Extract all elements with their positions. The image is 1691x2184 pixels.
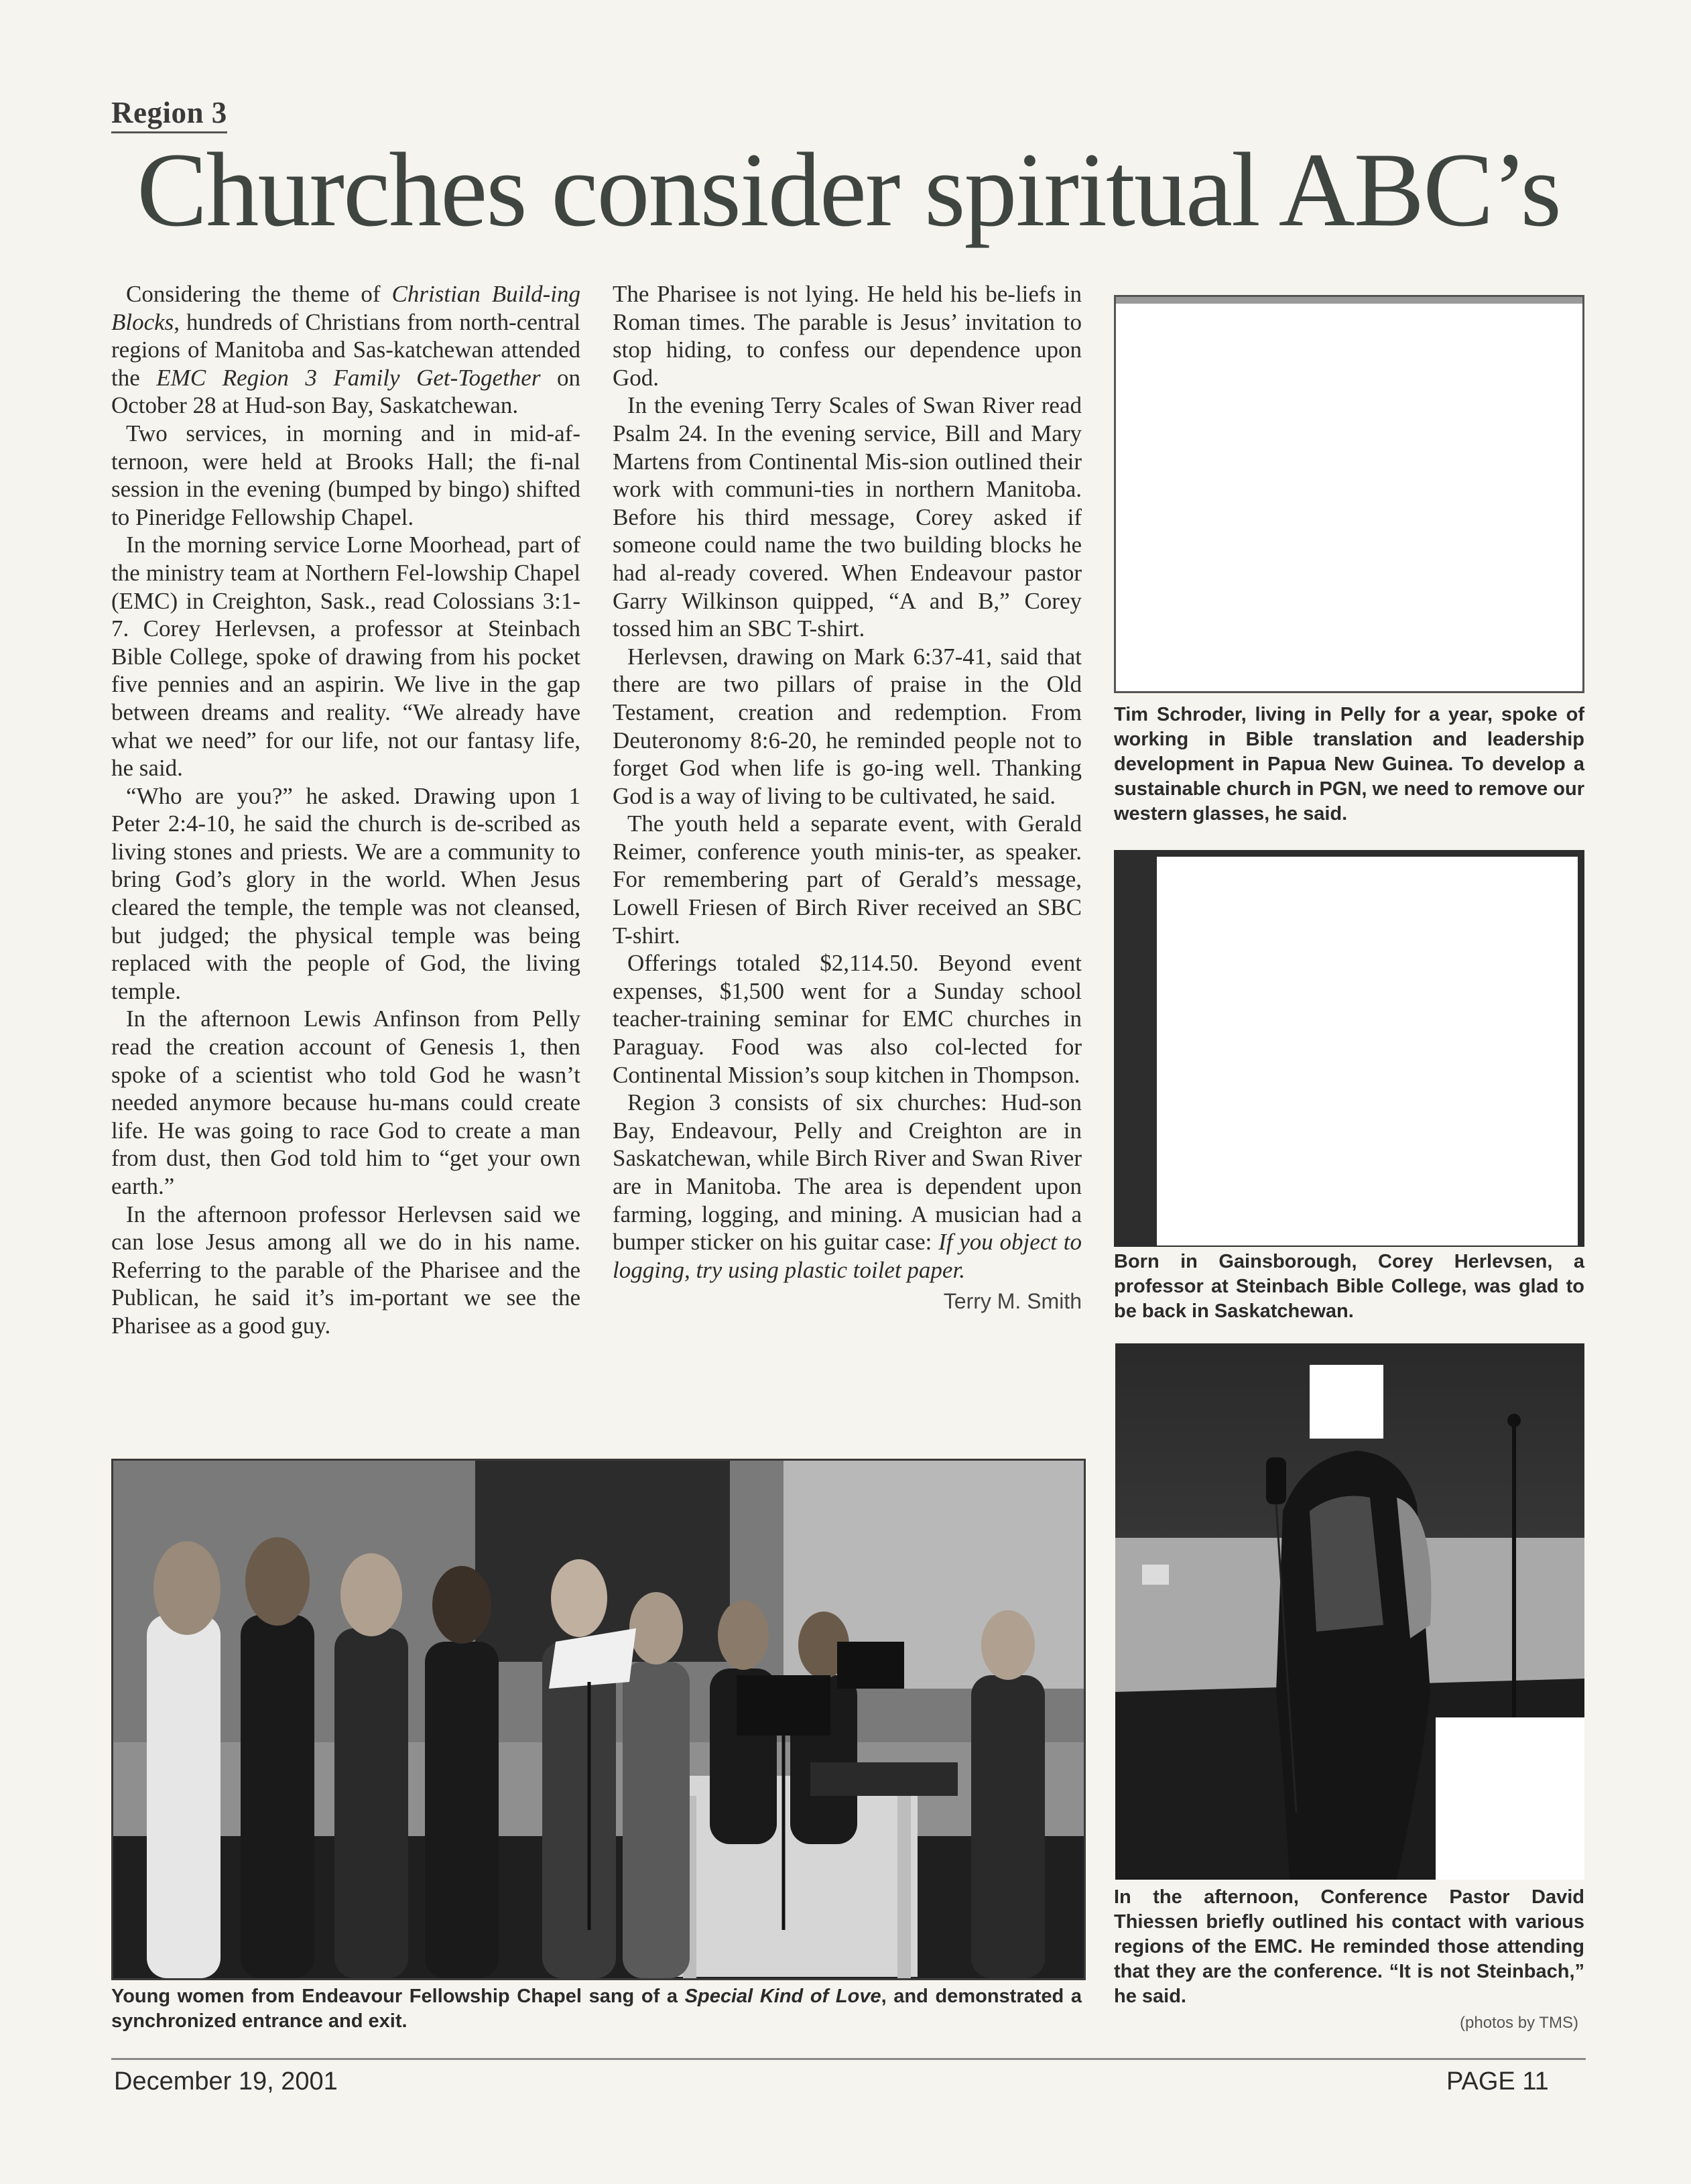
italic-run: EMC Region 3 Family Get-Together bbox=[156, 364, 541, 391]
italic-run: If you object to logging, try using plastic toilet paper. bbox=[613, 1229, 1082, 1283]
redacted-area bbox=[1157, 857, 1578, 1246]
article-column-1 bbox=[111, 280, 580, 1340]
caption-text-run: , and demonstrated a synchronized entrance and exit. bbox=[111, 1986, 1082, 2032]
photo-top-edge bbox=[1116, 297, 1582, 304]
text-run: on October 28 at Hud-son Bay, Saskatchewan. bbox=[111, 364, 581, 419]
footer-rule bbox=[111, 2058, 1586, 2060]
paragraph bbox=[613, 1089, 1082, 1284]
text-run: Considering the theme of bbox=[126, 281, 392, 307]
text-run: Region 3 consists of six churches: Hud-son Bay, Endeavour, Pelly and Creighton are in Saskatchewan, while Birch River and Swan River are in Manitoba. The area is dependent upon farming, logging, and mining. A musician had a bumper sticker on his guitar case: bbox=[613, 1089, 1082, 1256]
photo-corey-herlevsen bbox=[1114, 850, 1584, 1247]
paragraph: In the afternoon professor Herlevsen said we can lose Jesus among all we do in his name. Referring to the parable of the Pharisee and the Publican, he said it’s im-portant we see the Pharisee as a good guy. bbox=[111, 1201, 580, 1339]
redacted-face bbox=[1310, 1365, 1383, 1439]
paragraph: The Pharisee is not lying. He held his be-liefs in Roman times. The parable is Jesus’ invitation to stop hiding, to confess our dependence upon God. bbox=[613, 281, 1082, 391]
photo-david-thiessen bbox=[1115, 1343, 1584, 1880]
caption-photo-1: Tim Schroder, living in Pelly for a year, spoke of working in Bible translation and leadership development in Papua New Guinea. To develop a sustainable church in PGN, we need to remove our western glasses, he said. bbox=[1114, 704, 1584, 825]
photo-choir-illustration bbox=[113, 1461, 1084, 1978]
paragraph: The youth held a separate event, with Gerald Reimer, conference youth minis-ter, as speaker. For remembering part of Gerald’s message, Lowell Friesen of Birch River received an SBC T-shirt. bbox=[613, 810, 1082, 949]
paragraph: In the morning service Lorne Moorhead, part of the ministry team at Northern Fel-lowship Chapel (EMC) in Creighton, Sask., read Colossians 3:1-7. Corey Herlevsen, a professor at Steinbach Bible College, spoke of drawing from his pocket five pennies and an aspirin. We live in the gap between dreams and reality. “We already have what we need” for our life, not our fantasy life, he said. bbox=[111, 532, 580, 782]
caption-photo-3: In the afternoon, Conference Pastor David Thiessen briefly outlined his contact with various regions of the EMC. He reminded those attending that they are the conference. “It is not Steinbach,” he said. bbox=[1114, 1886, 1584, 2007]
paragraph: In the evening Terry Scales of Swan River read Psalm 24. In the evening service, Bill and Mary Martens from Continental Mis-sion outlined their work with communi-ties in northern Manitoba. Before his third message, Corey asked if someone could name the two building blocks he had al-ready covered. When Endeavour pastor Garry Wilkinson quipped, “A and B,” Corey tossed him an SBC T-shirt. bbox=[613, 392, 1082, 642]
photo-tim-schroder bbox=[1114, 295, 1584, 693]
paragraph bbox=[111, 280, 580, 420]
article-column-2 bbox=[613, 280, 1082, 1316]
section-label: Region 3 bbox=[111, 95, 227, 133]
caption-text-run: Young women from Endeavour Fellowship Chapel sang of a bbox=[111, 1986, 685, 2007]
byline: Terry M. Smith bbox=[943, 1289, 1082, 1314]
paragraph: In the afternoon Lewis Anfinson from Pelly read the creation account of Genesis 1, then spoke of a scientist who told God he wasn’t needed anymore because hu-mans could create life. He was going to race God to create a man from dust, then God told him to “get your own earth.” bbox=[111, 1006, 580, 1199]
text-run: , hundreds of Christians from north-central regions of Manitoba and Sas-katchewan attended the bbox=[111, 308, 580, 391]
footer-page-number: PAGE 11 bbox=[1446, 2067, 1549, 2096]
paragraph: Herlevsen, drawing on Mark 6:37-41, said that there are two pillars of praise in the Old Testament, creation and redemption. From Deuteronomy 8:6-20, he reminded people not to forget God when life is go-ing well. Thanking God is a way of living to be cultivated, he said. bbox=[613, 643, 1082, 809]
photo-credit: (photos by TMS) bbox=[1460, 2014, 1578, 2032]
photo-endeavour-choir bbox=[111, 1459, 1086, 1980]
redacted-area bbox=[1436, 1717, 1584, 1880]
headline: Churches consider spiritual ABC’s bbox=[137, 131, 1560, 249]
paragraph: Two services, in morning and in mid-af-ternoon, were held at Brooks Hall; the fi-nal session in the evening (bumped by bingo) shifted to Pineridge Fellowship Chapel. bbox=[111, 420, 580, 530]
footer-date: December 19, 2001 bbox=[114, 2067, 338, 2096]
paragraph: Offerings totaled $2,114.50. Beyond event expenses, $1,500 went for a Sunday school teacher-training seminar for EMC churches in Paraguay. Food was also col-lected for Continental Mission’s soup kitchen in Thompson. bbox=[613, 950, 1082, 1088]
caption-photo-2: Born in Gainsborough, Corey Herlevsen, a professor at Steinbach Bible College, was glad to be back in Saskatchewan. bbox=[1114, 1251, 1584, 1322]
paragraph: “Who are you?” he asked. Drawing upon 1 Peter 2:4-10, he said the church is de-scribed as living stones and priests. We are a community to bring God’s glory in the world. When Jesus cleared the temple, the temple was not cleansed, but judged; the physical temple was being replaced with the people of God, the living temple. bbox=[111, 782, 580, 1004]
caption-italic-run: Special Kind of Love bbox=[684, 1986, 881, 2007]
italic-run: Christian Build-ing Blocks bbox=[111, 281, 580, 335]
caption-photo-4 bbox=[111, 1984, 1082, 2034]
